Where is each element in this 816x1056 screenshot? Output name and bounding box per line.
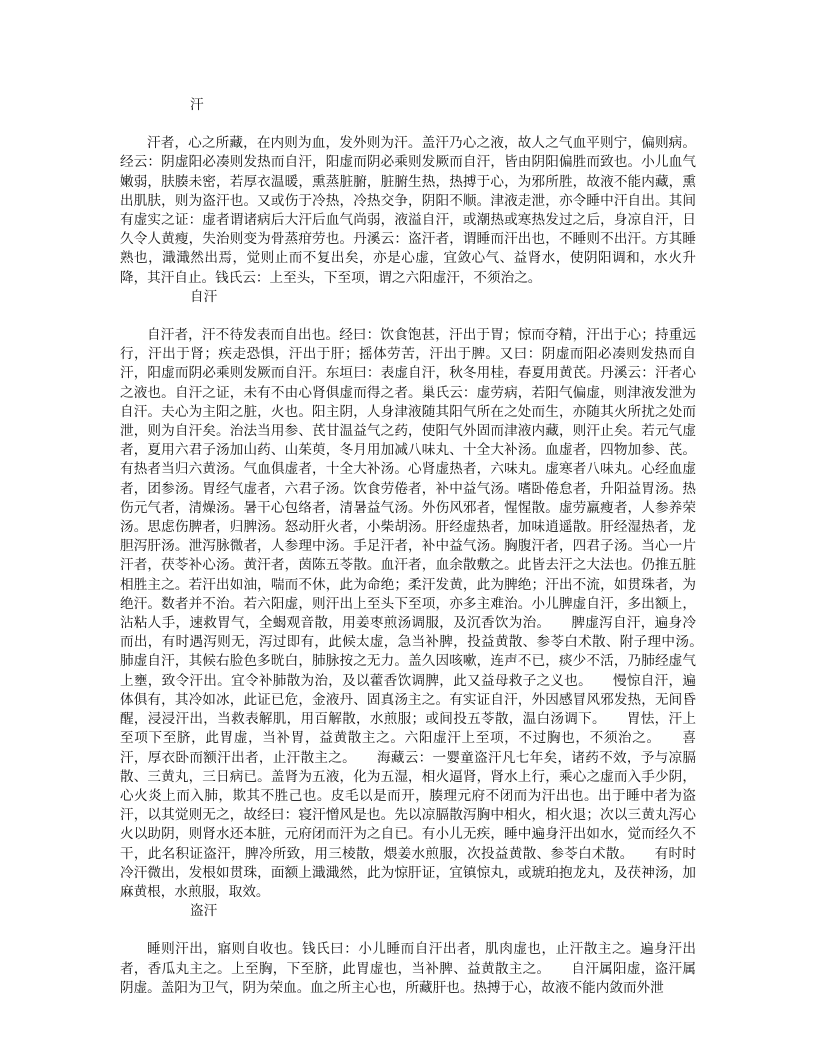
section-heading-zihan: 自汗 (190, 288, 218, 305)
section-text-daohan: 睡则汗出，寤则自收也。钱氏曰：小儿睡而自汗出者，肌肉虚也，止汗散主之。遍身汗出者，香瓜丸主之。上至胸，下至脐，此胃虚也，当补脾、益黄散主之。 自汗属阳虚，盗汗属阴虚。盖阳为卫气，阴为荣血。血之所主心也，所藏肝也。热搏于心，故液不能内敛而外泄 (120, 941, 696, 996)
section-text-han: 汗者，心之所藏，在内则为血，发外则为汗。盖汗乃心之液，故人之气血平则宁，偏则病。经云：阴虚阳必凑则发热而自汗，阳虚而阴必乘则发厥而自汗，皆由阴阳偏胜而致也。小儿血气嫩弱，肤腠未密，若厚衣温暖，熏蒸脏腑，脏腑生热，热搏于心，为邪所胜，故液不能内藏，熏出肌肤，则为盗汗也。又或伤于冷热，冷热交争，阴阳不顺。津液走泄，亦令睡中汗自出。其间有虚实之证：虚者谓诸病后大汗后血气尚弱，液溢自汗，或潮热或寒热发过之后，身凉自汗，日久令人黄瘦，失治则变为骨蒸疳劳也。丹溪云：盗汗者，谓睡而汗出也，不睡则不出汗。方其睡熟也，濈濈然出焉，觉则止而不复出矣，亦是心虚，宜敛心气、益肾水，使阴阳调和，水火升降，其汗自止。钱氏云：上至头，下至项，谓之六阳虚汗，不须治之。 (120, 135, 696, 286)
section-heading-han: 汗 (190, 97, 204, 113)
section-heading-daohan: 盗汗 (190, 903, 218, 920)
document-page (120, 96, 724, 998)
section-text-zihan: 自汗者，汗不待发表而自出也。经曰：饮食饱甚，汗出于胃；惊而夺精，汗出于心；持重远行，汗出于肾；疾走恐惧，汗出于肝；摇体劳苦，汗出于脾。又曰：阴虚而阳必凑则发热而自汗，阳虚而阴必乘则发厥而自汗。东垣曰：表虚自汗，秋冬用桂，春夏用黄芪。丹溪云：汗者心之液也。自汗之证，未有不由心肾俱虚而得之者。巢氏云：虚劳病，若阳气偏虚，则津液发泄为自汗。夫心为主阳之脏，火也。阳主阴，人身津液随其阳气所在之处而生，亦随其火所扰之处而泄，则为自汗矣。治法当用参、芪甘温益气之药，使阳气外固而津液内藏，则汗止矣。若元气虚者，夏用六君子汤加山药、山茱萸，冬月用加减八味丸、十全大补汤。血虚者，四物加参、芪。有热者当归六黄汤。气血俱虚者，十全大补汤。心肾虚热者，六味丸。虚寒者八味丸。心经血虚者，团参汤。胃经气虚者，六君子汤。饮食劳倦者，补中益气汤。嗜卧倦怠者，升阳益胃汤。热伤元气者，清燥汤。暑干心包络者，清暑益气汤。外伤风邪者，惺惺散。虚劳羸瘦者，人参养荣汤。思虑伤脾者，归脾汤。怒动肝火者，小柴胡汤。肝经虚热者，加味逍遥散。肝经湿热者，龙胆泻肝汤。泄泻脉微者，人参理中汤。手足汗者，补中益气汤。胸腹汗者，四君子汤。当心一片汗者，茯苓补心汤。黄汗者，茵陈五苓散。血汗者，血余散敷之。此皆去汗之大法也。仍推五脏相胜主之。若汗出如油，喘而不休，此为命绝；柔汗发黄，此为脾绝；汗出不流，如贯珠者，为绝汗。数者并不治。若六阳虚，则汗出上至头下至项，亦多主难治。小儿脾虚自汗，多出额上，沾粘人手，速救胃气，全蝎观音散，用姜枣煎汤调服，及沉香饮为治。 脾虚泻自汗，遍身冷而出，有时遇泻则无，泻过即有，此候太虚，急当补脾，投益黄散、参苓白术散、附子理中汤。 肺虚自汗，其候右脸色多晄白，肺脉按之无力。盖久因咳嗽，连声不已，痰少不活，乃肺经虚气上壅，致令汗出。宜令补肺散为治，及以藿香饮调脾，此又益母救子之义也。 慢惊自汗，遍体俱有，其冷如冰，此证已危，金液丹、固真汤主之。有实证自汗，外因感冒风邪发热，无间昏醒，浸浸汗出，当救表解肌，用百解散，水煎服；或间投五苓散，温白汤调下。 胃怯，汗上至项下至脐，此胃虚，当补胃，益黄散主之。六阳虚汗上至项，不过胸也，不须治之。 喜汗，厚衣卧而额汗出者，止汗散主之。 海藏云：一婴童盗汗凡七年矣，诸药不效，予与凉膈散、三黄丸，三日病已。盖肾为五液，化为五湿，相火逼肾，肾水上行，乘心之虚而入手少阴，心火炎上而入肺，欺其不胜己也。皮毛以是而开，腠理元府不闭而为汗出也。出于睡中者为盗汗，以其觉则无之，故经曰：寝汗憎风是也。先以凉膈散泻胸中相火，相火退；次以三黄丸泻心火以助阴，则肾水还本脏，元府闭而汗为之自已。有小儿无疾，睡中遍身汗出如水，觉而经久不干，此名积证盗汗，脾冷所致，用三棱散，煨姜水煎服，次投益黄散、参苓白术散。 有时时冷汗微出，发根如贯珠，面额上濈濈然，此为惊肝证，宜镇惊丸，或琥珀抱龙丸，及茯神汤，加麻黄根，水煎服，取效。 (120, 327, 724, 900)
